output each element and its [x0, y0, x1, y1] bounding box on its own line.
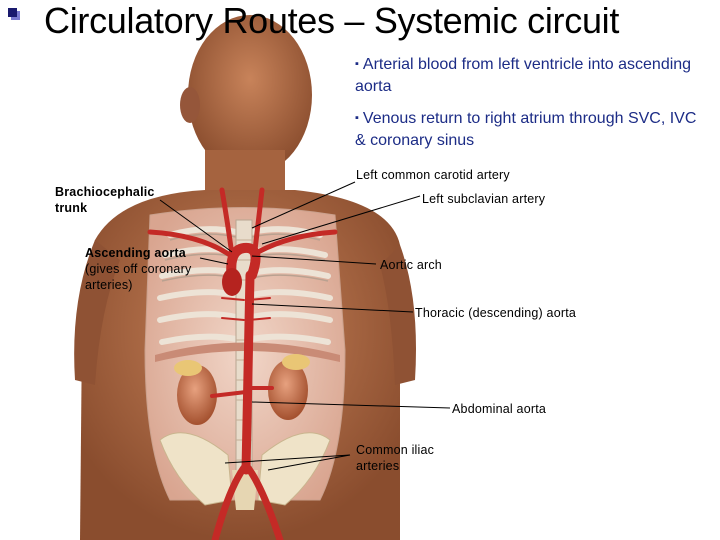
bullet-text: Venous return to right atrium through SVC, IVC & coronary sinus: [355, 110, 697, 149]
square-bullet-icon: ▪: [355, 112, 359, 124]
label-line: (gives off coronary: [85, 262, 192, 276]
label-line: Common iliac: [356, 443, 435, 457]
label-aortic-arch: Aortic arch: [380, 258, 442, 272]
label-ascending-aorta: [85, 245, 191, 293]
label-abdominal-aorta: Abdominal aorta: [452, 402, 547, 416]
heart: [222, 268, 242, 296]
bullet-text: Arterial blood from left ventricle into ascending aorta: [355, 56, 692, 95]
bullet-arterial: [355, 53, 700, 98]
bullet-venous: [355, 107, 700, 152]
label-line: arteries: [356, 459, 400, 473]
label-left-subclavian: Left subclavian artery: [422, 192, 546, 206]
label-brachiocephalic: [55, 184, 155, 216]
label-thoracic-aorta: Thoracic (descending) aorta: [415, 306, 577, 320]
slide-title: Circulatory Routes – Systemic circuit: [44, 0, 620, 41]
label-common-iliac: [356, 442, 434, 474]
label-line: arteries): [85, 278, 133, 292]
label-line: Brachiocephalic: [55, 185, 155, 199]
label-line: Ascending aorta: [85, 246, 186, 260]
head: [180, 15, 312, 220]
square-bullet-icon: ▪: [355, 58, 359, 70]
label-left-common-carotid: Left common carotid artery: [356, 168, 510, 182]
label-line: trunk: [55, 201, 88, 215]
title-bullet-icon: [8, 8, 17, 17]
